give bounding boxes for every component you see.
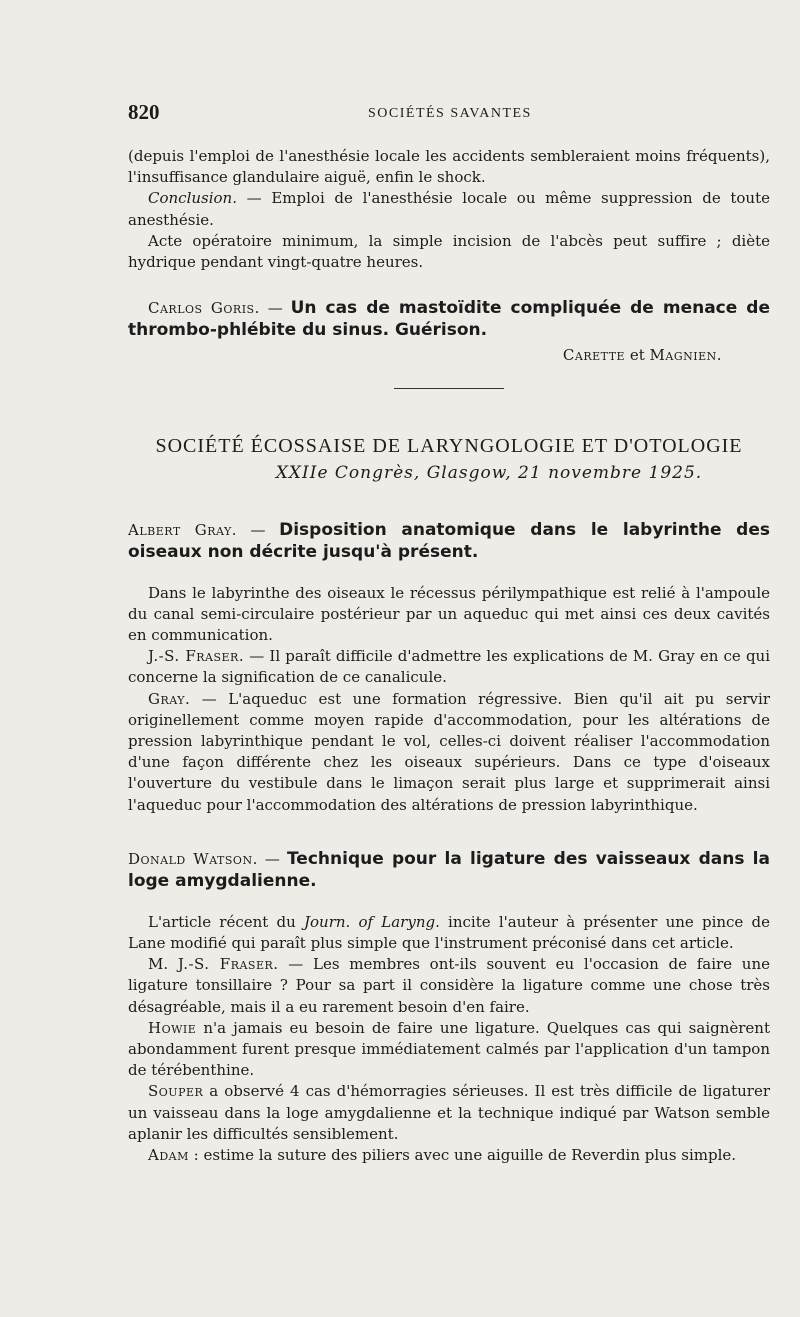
goris-entry-heading bbox=[128, 297, 770, 341]
goris-title: Un cas de mastoïdite compliquée de menace de thrombo-phlébite du sinus. Guérison. bbox=[128, 298, 770, 341]
speaker-fraser-2: J.-S. Fraser. bbox=[177, 955, 279, 974]
watson-author: Donald Watson. bbox=[128, 849, 258, 868]
gray-reply-text: — L'aqueduc est une formation régressive. Bien qu'il ait pu servir originellement comme moyen rapide d'accommodation, pour les altérations de pression labyrinthique pendant le vol, celles-ci doivent réaliser l'accommodation d'une façon différente chez les oiseaux supérieurs. Dans ce type d'oiseaux l'ouverture du vestibule dans le limaçon serait plus large et supprimerait ainsi l'aqueduc pour l'accommodation des altérations de pression labyrinthique. bbox=[128, 689, 770, 814]
speaker-souper: Souper bbox=[148, 1082, 204, 1101]
speaker-gray: Gray. bbox=[148, 689, 191, 708]
conclusion-label: Conclusion. bbox=[148, 189, 237, 208]
watson-paragraph-1 bbox=[128, 912, 770, 954]
watson-paragraph-fraser bbox=[128, 954, 770, 1018]
society-heading: SOCIÉTÉ ÉCOSSAISE DE LARYNGOLOGIE ET D'OTOLOGIE bbox=[155, 435, 743, 458]
fraser-text: — Il paraît difficile d'admettre les explications de M. Gray en ce qui concerne la signification de ce canalicule. bbox=[128, 647, 771, 687]
watson-discussion bbox=[128, 912, 770, 1166]
watson-entry-heading bbox=[128, 848, 770, 892]
watson-paragraph-souper bbox=[128, 1081, 770, 1145]
signature-and: et bbox=[625, 346, 650, 365]
speaker-adam: Adam bbox=[148, 1146, 189, 1165]
howie-text: n'a jamais eu besoin de faire une ligature. Quelques cas qui saignèrent abondamment furent presque immédiatement calmés par l'application d'un tampon de térébenthine. bbox=[128, 1018, 770, 1080]
watson-p1-end: incite l'auteur à présenter une pince de Lane modifié qui paraît plus simple que l'instrument préconisé dans cet article. bbox=[128, 912, 770, 953]
gray-paragraph-1: Dans le labyrinthe des oiseaux le récessus périlympathique est relié à l'ampoule du canal semi-circulaire postérieur par un aqueduc qui met ainsi ces deux cavités en communication. bbox=[128, 583, 770, 645]
fraser-question-text: — Les membres ont-ils souvent eu l'occasion de faire une ligature tonsillaire ? Pour sa part il considère la ligature comme une chose très désagréable, mais il a eu rarement besoin d'en faire. bbox=[128, 955, 770, 1016]
souper-text: a observé 4 cas d'hémorragies sérieuses. Il est très difficile de ligaturer un vaisseau dans la loge amygdalienne et la technique indiqué par Watson semble aplanir les difficultés sensiblement. bbox=[128, 1082, 770, 1143]
gray-discussion bbox=[128, 583, 770, 816]
speaker-howie: Howie bbox=[148, 1018, 197, 1037]
gray-paragraph-gray bbox=[128, 689, 770, 816]
conclusion-paragraph bbox=[128, 188, 770, 230]
page-header bbox=[128, 100, 768, 130]
goris-author: Carlos Goris. bbox=[148, 299, 260, 318]
section-divider bbox=[394, 388, 504, 389]
adam-text: : estime la suture des piliers avec une aiguille de Reverdin plus simple. bbox=[188, 1146, 737, 1165]
gray-title: Disposition anatomique dans le labyrinthe des oiseaux non décrite jusqu'à présent. bbox=[128, 519, 770, 562]
watson-title: Technique pour la ligature des vaisseaux dans la loge amygdalienne. bbox=[128, 848, 770, 891]
page-body bbox=[128, 146, 770, 1166]
goris-signature bbox=[128, 345, 722, 366]
page-number: 820 bbox=[128, 100, 160, 124]
conclusion-text: — Emploi de l'anesthésie locale ou même suppression de toute anesthésie. bbox=[128, 189, 770, 229]
signature-author-2: Magnien. bbox=[649, 346, 722, 365]
gray-author: Albert Gray. bbox=[128, 520, 238, 539]
fraser-prefix: M. bbox=[148, 955, 178, 974]
gray-paragraph-fraser bbox=[128, 646, 770, 688]
gray-dash: — bbox=[237, 520, 280, 539]
speaker-fraser: J.-S. Fraser. bbox=[148, 647, 245, 666]
journal-name: Journ. of Laryng. bbox=[303, 912, 440, 931]
congress-subheading: XXIIe Congrès, Glasgow, 21 novembre 1925. bbox=[275, 463, 703, 484]
watson-paragraph-adam bbox=[128, 1145, 770, 1166]
watson-p1-start: L'article récent du bbox=[148, 912, 304, 931]
intro-paragraph: (depuis l'emploi de l'anesthésie locale les accidents sembleraient moins fréquents), l'insuffisance glandulaire aiguë, enfin le shock. bbox=[128, 147, 770, 187]
operative-paragraph: Acte opératoire minimum, la simple incision de l'abcès peut suffire ; diète hydrique pendant vingt-quatre heures. bbox=[128, 231, 770, 272]
watson-paragraph-howie bbox=[128, 1018, 770, 1082]
running-title: SOCIÉTÉS SAVANTES bbox=[368, 106, 532, 121]
gray-entry-heading bbox=[128, 519, 770, 563]
watson-dash: — bbox=[257, 849, 287, 868]
signature-author-1: Carette bbox=[562, 346, 626, 365]
goris-dash: — bbox=[259, 299, 291, 318]
